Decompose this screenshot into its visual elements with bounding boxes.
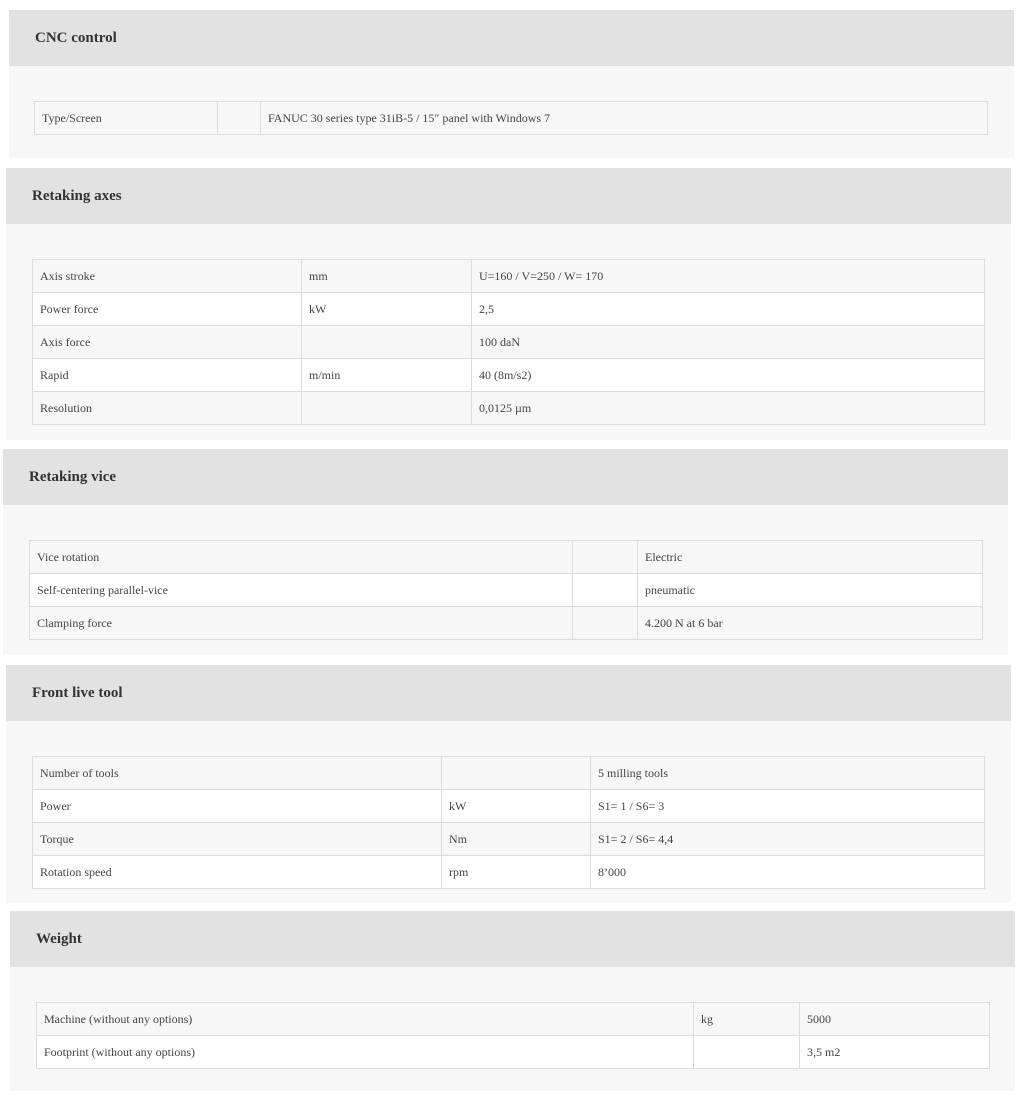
spec-unit: mm bbox=[302, 260, 472, 293]
spec-label: Power bbox=[33, 790, 442, 823]
table-row bbox=[33, 757, 985, 790]
spec-table-retaking-axes bbox=[32, 259, 985, 425]
spec-unit: kg bbox=[694, 1003, 800, 1036]
spec-value: 5 milling tools bbox=[591, 757, 985, 790]
spec-label: Axis force bbox=[33, 326, 302, 359]
spec-unit bbox=[302, 326, 472, 359]
spec-value: pneumatic bbox=[638, 574, 983, 607]
table-row bbox=[30, 574, 983, 607]
spec-value: Electric bbox=[638, 541, 983, 574]
table-row bbox=[33, 856, 985, 889]
section-title: Retaking vice bbox=[3, 449, 1008, 505]
spec-unit: m/min bbox=[302, 359, 472, 392]
spec-unit: rpm bbox=[442, 856, 591, 889]
table-row bbox=[33, 293, 985, 326]
spec-table-cnc-control bbox=[34, 101, 988, 135]
spec-table-retaking-vice bbox=[29, 540, 983, 640]
spec-unit: kW bbox=[442, 790, 591, 823]
spec-value: 40 (8m/s2) bbox=[472, 359, 985, 392]
spec-unit: Nm bbox=[442, 823, 591, 856]
spec-value: 2,5 bbox=[472, 293, 985, 326]
spec-value: 100 daN bbox=[472, 326, 985, 359]
table-row bbox=[33, 326, 985, 359]
table-row bbox=[30, 607, 983, 640]
spec-label: Self-centering parallel-vice bbox=[30, 574, 573, 607]
section-title: CNC control bbox=[9, 10, 1014, 66]
table-row bbox=[33, 260, 985, 293]
table-row bbox=[33, 392, 985, 425]
spec-table-weight bbox=[36, 1002, 990, 1069]
table-row bbox=[37, 1036, 990, 1069]
table-row bbox=[33, 823, 985, 856]
spec-value: 4.200 N at 6 bar bbox=[638, 607, 983, 640]
spec-unit: kW bbox=[302, 293, 472, 326]
table-row bbox=[37, 1003, 990, 1036]
table-row bbox=[35, 102, 988, 135]
spec-label: Axis stroke bbox=[33, 260, 302, 293]
section-cnc-control bbox=[9, 10, 1014, 158]
spec-table-front-live-tool bbox=[32, 756, 985, 889]
spec-label: Rapid bbox=[33, 359, 302, 392]
table-row bbox=[33, 359, 985, 392]
spec-value: FANUC 30 series type 31iB-5 / 15″ panel with Windows 7 bbox=[261, 102, 988, 135]
spec-label: Vice rotation bbox=[30, 541, 573, 574]
spec-value: S1= 2 / S6= 4,4 bbox=[591, 823, 985, 856]
spec-label: Rotation speed bbox=[33, 856, 442, 889]
spec-value: 3,5 m2 bbox=[800, 1036, 990, 1069]
spec-value: 8’000 bbox=[591, 856, 985, 889]
spec-label: Clamping force bbox=[30, 607, 573, 640]
spec-unit bbox=[573, 607, 638, 640]
spec-label: Footprint (without any options) bbox=[37, 1036, 694, 1069]
table-row bbox=[33, 790, 985, 823]
spec-label: Type/Screen bbox=[35, 102, 218, 135]
spec-label: Power force bbox=[33, 293, 302, 326]
table-row bbox=[30, 541, 983, 574]
spec-label: Resolution bbox=[33, 392, 302, 425]
spec-unit bbox=[218, 102, 261, 135]
spec-unit bbox=[573, 574, 638, 607]
section-title: Weight bbox=[10, 911, 1015, 967]
section-title: Retaking axes bbox=[6, 168, 1011, 224]
spec-label: Machine (without any options) bbox=[37, 1003, 694, 1036]
spec-value: S1= 1 / S6= 3 bbox=[591, 790, 985, 823]
spec-value: U=160 / V=250 / W= 170 bbox=[472, 260, 985, 293]
spec-unit bbox=[573, 541, 638, 574]
spec-label: Number of tools bbox=[33, 757, 442, 790]
spec-value: 5000 bbox=[800, 1003, 990, 1036]
section-title: Front live tool bbox=[6, 665, 1011, 721]
spec-unit bbox=[442, 757, 591, 790]
spec-value: 0,0125 µm bbox=[472, 392, 985, 425]
spec-label: Torque bbox=[33, 823, 442, 856]
spec-unit bbox=[694, 1036, 800, 1069]
spec-unit bbox=[302, 392, 472, 425]
